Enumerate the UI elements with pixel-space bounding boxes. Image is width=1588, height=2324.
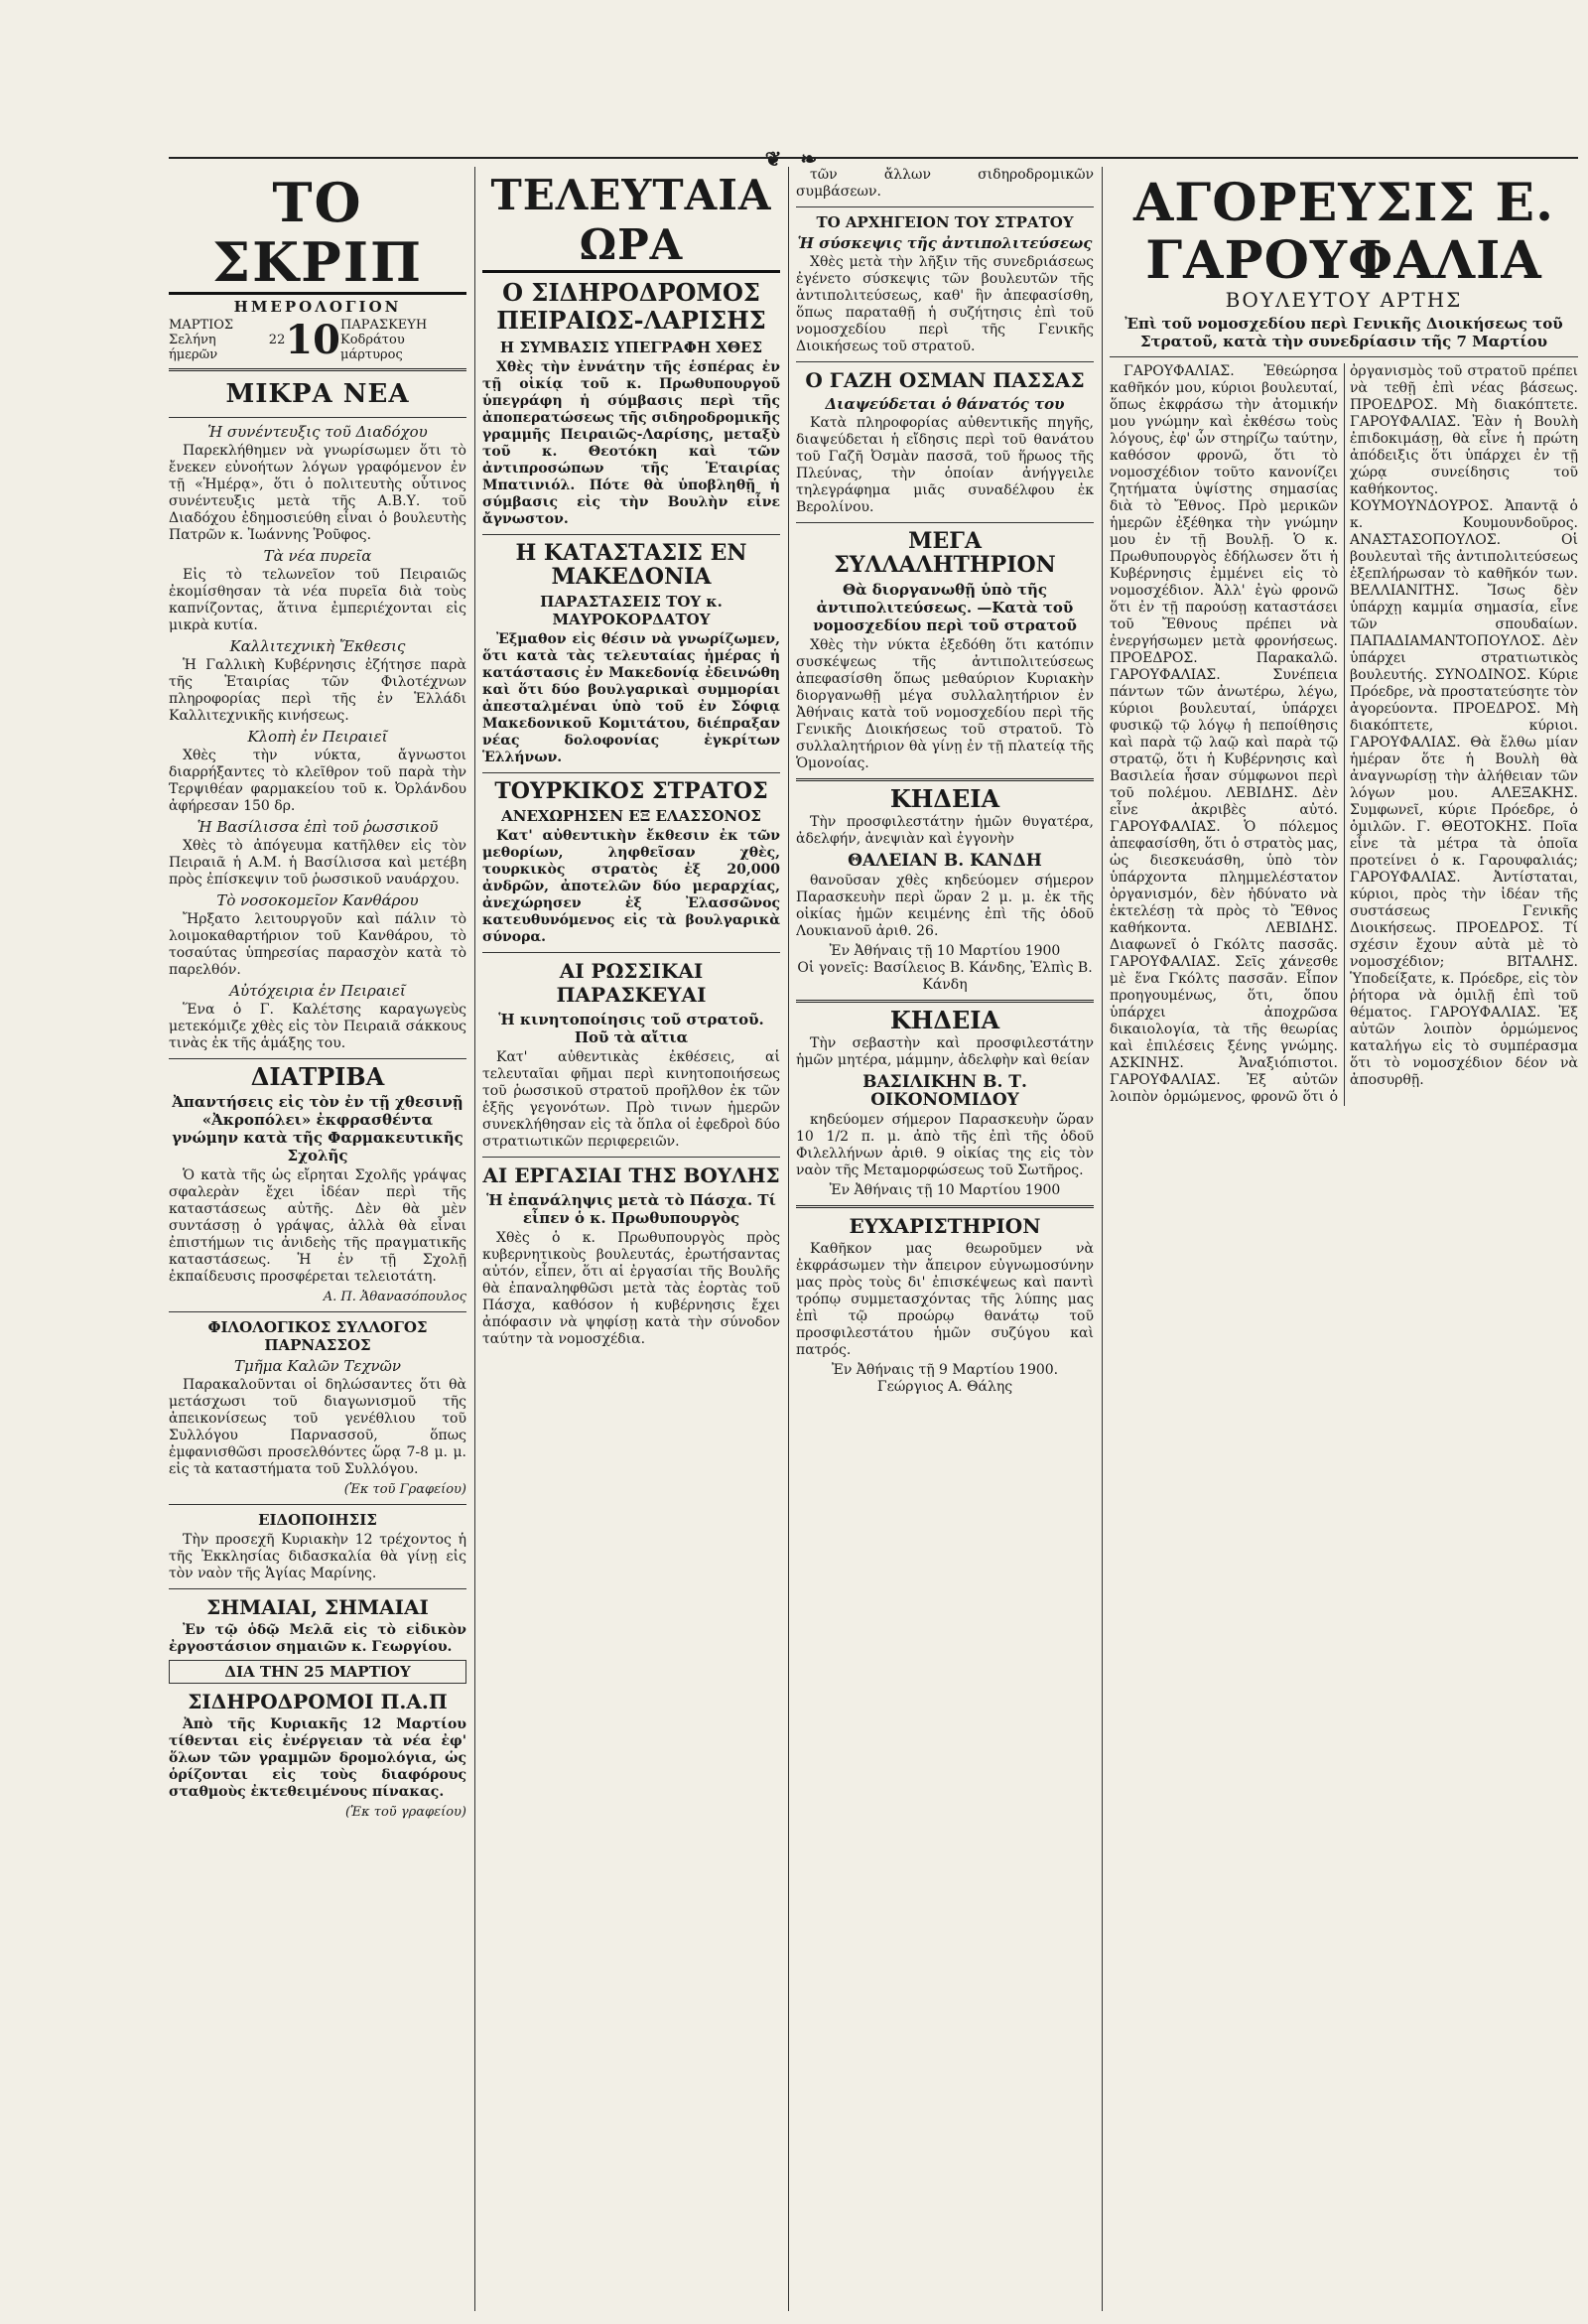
news-heading: Καλλιτεχνικὴ Ἔκθεσις xyxy=(229,637,406,655)
column-3 xyxy=(796,167,1094,2311)
rally-subtitle: Θὰ διοργανωθῇ ὑπὸ τῆς ἀντιπολιτεύσεως. —Κατὰ τοῦ νομοσχεδίου περὶ τοῦ στρατοῦ xyxy=(813,581,1077,634)
diatribi-subtitle: Ἀπαντήσεις εἰς τὸν ἐν τῇ χθεσινῇ «Ἀκροπόλει» ἐκφρασθέντα γνώμην κατὰ τῆς Φαρμακευτικῆς Σχολῆς xyxy=(172,1093,463,1164)
masthead-title: ΤΟ ΣΚΡΙΠ xyxy=(169,173,466,295)
news-text: Ἕνα ὁ Γ. Καλέτσης καραγωγεὺς μετεκόμιζε χθὲς εἰς τὸν Πειραιᾶ σάκκους τινὰς ἐκ τῆς ἁμάξης του. xyxy=(169,1002,466,1051)
eidopoiisis-title: ΕΙΔΟΠΟΙΗΣΙΣ xyxy=(258,1511,377,1529)
news-text: Χθὲς τὴν νύκτα, ἄγνωστοι διαρρήξαντες τὸ κλεῖθρον τοῦ παρὰ τὴν Τερψιθέαν φαρμακείου τοῦ κ. Ὀρλάνδου ἀφήρεσαν 150 δρ. xyxy=(169,748,466,814)
rule xyxy=(169,1588,466,1589)
railroad-subtitle: Η ΣΥΜΒΑΣΙΣ ΥΠΕΓΡΑΦΗ ΧΘΕΣ xyxy=(499,339,763,356)
vouli-subtitle: Ἡ ἐπανάληψις μετὰ τὸ Πάσχα. Τί εἶπεν ὁ κ. Πρωθυπουργὸς xyxy=(486,1191,776,1227)
column-1 xyxy=(169,167,466,2311)
news-item xyxy=(169,729,466,815)
rail-signature: (Ἐκ τοῦ γραφείου) xyxy=(344,1805,466,1820)
funeral-2-name: ΒΑΣΙΛΙΚΗΝ Β. Τ. ΟΙΚΟΝΟΜΙΔΟΥ xyxy=(862,1072,1027,1110)
philo-signature: (Ἐκ τοῦ Γραφείου) xyxy=(343,1482,466,1497)
news-item xyxy=(169,819,466,889)
news-text: Χθὲς τὸ ἀπόγευμα κατῆλθεν εἰς τὸν Πειραιᾶ ἡ Α.Μ. ἡ Βασίλισσα καὶ μετέβη πρὸς ἐπίσκεψιν τοῦ ῥωσσικοῦ ναυάρχου. xyxy=(169,838,466,888)
rule xyxy=(796,1000,1094,1003)
news-heading: Αὐτόχειρια ἐν Πειραιεῖ xyxy=(229,982,406,1000)
turkish-army-subtitle: ΑΝΕΧΩΡΗΣΕΝ ΕΞ ΕΛΑΣΣΟΝΟΣ xyxy=(501,807,761,825)
russian-prep-title: ΑΙ ΡΩΣΣΙΚΑΙ ΠΑΡΑΣΚΕΥΑΙ xyxy=(556,959,707,1007)
diatribi-signature: Α. Π. Ἀθανασόπουλος xyxy=(323,1290,466,1304)
thanks-text: Καθῆκον μας θεωροῦμεν νὰ ἐκφράσωμεν τὴν ἄπειρον εὐγνωμοσύνην μας πρὸς τοὺς δι' ἐπισκέψεως καὶ παντὶ τρόπῳ συμμετασχόντας τῆς λύπης μας ἐπὶ τῷ προώρῳ θανάτῳ τοῦ προσφιλεστάτου ἡμῶν συζύγου καὶ πατρός. xyxy=(796,1241,1094,1358)
rule xyxy=(796,361,1094,362)
news-text: Ἤρξατο λειτουργοῦν καὶ πάλιν τὸ λοιμοκαθαρτήριον τοῦ Κανθάρου, τὸ τοσαύτας ὑπηρεσίας παρασχὸν κατὰ τὸ παρελθόν. xyxy=(169,911,466,978)
news-text: Ἡ Γαλλικὴ Κυβέρνησις ἐζήτησε παρὰ τῆς Ἑταιρίας τῶν Φιλοτέχνων πληροφορίας περὶ τῆς ἐν Ἑλλάδι Καλλιτεχνικῆς κινήσεως. xyxy=(169,657,466,724)
railroad-text: Χθὲς τὴν ἐννάτην τῆς ἑσπέρας ἐν τῇ οἰκίᾳ τοῦ κ. Πρωθυπουργοῦ ὑπεγράφη ἡ σύμβασις περὶ τῆς ἀποπερατώσεως τῆς σιδηροδρομικῆς γραμμῆς Πειραιῶς-Λαρίσης, μεταξὺ τοῦ κ. Θεοτόκη καὶ τῶν ἀντιπροσώπων τῆς Ἑταιρίας Μπατινιόλ. Πότε θὰ ὑποβληθῇ ἡ σύμβασις εἰς τὴν Βουλὴν εἶνε ἄγνωστον. xyxy=(482,359,780,527)
masthead-subtitle: ΗΜΕΡΟΛΟΓΙΟΝ xyxy=(233,298,402,316)
speech-body xyxy=(1110,363,1578,1106)
date25-title: ΔΙΑ ΤΗΝ 25 ΜΑΡΤΙΟΥ xyxy=(169,1660,466,1684)
top-rule xyxy=(169,157,1578,159)
rally-title: ΜΕΓΑ ΣΥΛΛΑΛΗΤΗΡΙΟΝ xyxy=(834,528,1056,578)
thanks-signature: Γεώργιος Α. Θάλης xyxy=(876,1379,1013,1395)
news-item xyxy=(169,548,466,634)
speech-text: ΓΑΡΟΥΦΑΛΙΑΣ. Ἐθεώρησα καθῆκόν μου, κύριοι βουλευταί, ὅπως ἐκφράσω τὴν ἀτομικήν μου γνώμην καὶ ἐκθέσω τοὺς λόγους, ἐφ' ὧν στηρίζω ταύτην, καθόσον φρονῶ, ὅτι τὸ νομοσχέδιον τοῦτο κανονίζει ζητήματα ὑψίστης σημασίας διὰ τὸ Ἔθνος. Πρὸ μερικῶν ἡμερῶν ἐξέθηκα τὴν γνώμην μου ἐν τῇ Βουλῇ. Ὁ κ. Πρωθυπουργὸς ἐδήλωσεν ὅτι ἡ Κυβέρνησις ἐμμένει εἰς τὸ νομοσχέδιον. Ἀλλ' ἐγὼ φρονῶ ὅτι ἐν τῇ παρούσῃ καταστάσει τοῦ Ἔθνους πρέπει νὰ ἐνεργήσωμεν μετὰ φρονήσεως. ΠΡΟΕΔΡΟΣ. Παρακαλῶ. ΓΑΡΟΥΦΑΛΙΑΣ. Συνέπεια πάντων τῶν ἀνωτέρω, λέγω, κύριοι βουλευταί, ὑπάρχει φυσικῷ τῷ λόγῳ ἡ πεποίθησις καὶ παρὰ τῷ λαῷ καὶ παρὰ τῷ στρατῷ, ὅτι ἡ Κυβέρνησις καὶ Βασιλεία ἦσαν σύμφωνοι περὶ τοῦ πολέμου. ΛΕΒΙΔΗΣ. Δὲν εἶνε ἀκριβὲς αὐτό. ΓΑΡΟΥΦΑΛΙΑΣ. Ὁ πόλεμος ἀπεφασίσθη, ὅτι ὁ στρατὸς μας, ὡς διεσκευάσθη, ὑπὸ τὸν ὑπάρχοντα πλημμελέστατον ὀργανισμόν, δὲν ἠδύνατο νὰ ἐκτελέσῃ τὰ πρὸς τὸ Ἔθνος καθήκοντα. ΛΕΒΙΔΗΣ. Διαφωνεῖ ὁ Γκόλτς πασσᾶς. ΓΑΡΟΥΦΑΛΙΑΣ. Σεῖς χάνεσθε μὲ ἕνα Γκόλτς πασσᾶν. Εἶπον προηγουμένως, ὅτι, ὅπου ὑπάρχει ἀποχρῶσα δικαιολογία, τὰ τῆς θεωρίας καὶ ἐπιλέσεις ξένης γνώμης. ΑΣΚΙΝΗΣ. Ἀναξιόπιστοι. ΓΑΡΟΥΦΑΛΙΑΣ. Ἐξ αὐτῶν λοιπὸν ὁρμώμενος, φρονῶ ὅτι ὁ ὀργανισμὸς τοῦ στρατοῦ πρέπει νὰ τεθῇ ἐπὶ νέας βάσεως. ΠΡΟΕΔΡΟΣ. Μὴ διακόπτετε. ΓΑΡΟΥΦΑΛΙΑΣ. Ἐὰν ἡ Βουλὴ ἐπιδοκιμάσῃ, θὰ εἶνε ἡ πρώτη ἀπόδειξις ὅτι ὑπάρχει ἐν τῇ χώρᾳ συνείδησις τοῦ καθήκοντος. ΚΟΥΜΟΥΝΔΟΥΡΟΣ. Ἀπαντᾷ ὁ κ. Κουμουνδοῦρος. ΑΝΑΣΤΑΣΟΠΟΥΛΟΣ. Οἱ βουλευταὶ τῆς ἀντιπολιτεύσεως ἐξεπλήρωσαν τὸ καθῆκόν των. ΒΕΛΛΙΑΝΙΤΗΣ. Ἴσως δὲν ὑπάρχῃ καμμία σημασία, εἶνε τῶν σπουδαίων. ΠΑΠΑΔΙΑΜΑΝΤΟΠΟΥΛΟΣ. Δὲν ὑπάρχει στρατιωτικὸς βουλευτής. ΣΥΝΟΔΙΝΟΣ. Κύριε Πρόεδρε, νὰ προστατεύσητε τὸν ἀγορεύοντα. ΠΡΟΕΔΡΟΣ. Μὴ διακόπτετε, κύριοι. ΓΑΡΟΥΦΑΛΙΑΣ. Θὰ ἔλθω μίαν ἡμέραν ὅτε ἡ Βουλὴ θὰ ἀναγνωρίσῃ τὴν ἀλήθειαν τῶν λόγων μου. ΑΛΕΞΑΚΗΣ. Συμφωνεῖ, κύριε Πρόεδρε, ὁ ὁμιλῶν. Γ. ΘΕΟΤΟΚΗΣ. Ποῖα εἶνε τὰ μέτρα τὰ ὁποῖα προτείνει ὁ κ. Γαρουφαλιάς; ΓΑΡΟΥΦΑΛΙΑΣ. Ἀντίσταται, κύριοι, πρὸς τὴν ἰδέαν τῆς συστάσεως Γενικῆς Διοικήσεως. ΠΡΟΕΔΡΟΣ. Τί σχέσιν ἔχουν αὐτὰ μὲ τὸ νομοσχέδιον; ΒΙΤΑΛΗΣ. Ὑποδείξατε, κ. Πρόεδρε, εἰς τὸν ῥήτορα νὰ ὁμιλῇ ἐπὶ τοῦ θέματος. ΓΑΡΟΥΦΑΛΙΑΣ. Ἐξ αὐτῶν λοιπὸν ὁρμώμενος καταλήγω εἰς τὸ συμπέρασμα ὅτι τὸ νομοσχέδιον δέον νὰ ἀποσυρθῇ. xyxy=(1110,363,1578,1105)
speech-title: ΑΓΟΡΕΥΣΙΣ Ε. ΓΑΡΟΥΦΑΛΙΑ xyxy=(1132,173,1555,291)
macedonia-text: Ἐξμαθον εἰς θέσιν νὰ γνωρίζωμεν, ὅτι κατὰ τὰς τελευταίας ἡμέρας ἡ κατάστασις ἐν Μακεδονίᾳ ἐδεινώθη καὶ ὅτι δύο βουλγαρικαὶ συμμορίαι ἀπεσταλμέναι ὑπὸ τοῦ ἐν Σόφιᾳ Μακεδονικοῦ Κομιτάτου, διέπραξαν νέας δολοφονίας ἐγκρίτων Ἑλλήνων. xyxy=(482,631,780,765)
diatribi-title: ΔΙΑΤΡΙΒΑ xyxy=(250,1062,385,1091)
vouli-title: ΑΙ ΕΡΓΑΣΙΑΙ ΤΗΣ ΒΟΥΛΗΣ xyxy=(482,1163,780,1187)
diatribi-text: Ὁ κατὰ τῆς ὡς εἴρηται Σχολῆς γράψας σφαλερὰν ἔχει ἰδέαν περὶ τῆς καταστάσεως αὐτῆς. Δὲν θὰ μὲν συντάσσῃ ὁ γράψας, ἀλλὰ θὰ εἶναι ἐπιστήμων τις ἀνιδεὴς τῆς πραγματικῆς καταστάσεως. Ἡ ἐν τῇ Σχολῇ ἐκπαίδευσις προσφέρεται τελειοτάτη. xyxy=(169,1167,466,1285)
rule xyxy=(1110,356,1578,357)
army-hq-text: Χθὲς μετὰ τὴν λῆξιν τῆς συνεδριάσεως ἐγένετο σύσκεψις τῶν βουλευτῶν τῆς ἀντιπολιτεύσεως, καθ' ἣν ἀπεφασίσθη, ὅπως παραταθῇ ἡ συζήτησις ἐπὶ τοῦ νομοσχεδίου περὶ τῆς Γενικῆς Διοικήσεως τοῦ στρατοῦ. xyxy=(796,254,1094,354)
rule xyxy=(796,1205,1094,1208)
railroad-title: Ο ΣΙΔΗΡΟΔΡΟΜΟΣ ΠΕΙΡΑΙΩΣ-ΛΑΡΙΣΗΣ xyxy=(496,278,766,335)
eidopoiisis-text: Τὴν προσεχῆ Κυριακὴν 12 τρέχοντος ἡ τῆς Ἐκκλησίας διδασκαλία θὰ γίνῃ εἰς τὸν ναὸν τῆς Ἁγίας Μαρίνης. xyxy=(169,1532,466,1581)
army-hq-subtitle: Ἡ σύσκεψις τῆς ἀντιπολιτεύσεως xyxy=(797,234,1093,252)
rule xyxy=(482,952,780,953)
rule xyxy=(169,1504,466,1505)
rule xyxy=(482,534,780,535)
army-hq-title: ΤΟ ΑΡΧΗΓΕΙΟΝ ΤΟΥ ΣΤΡΑΤΟΥ xyxy=(816,213,1074,231)
funeral-2-text: κηδεύομεν σήμερον Παρασκευὴν ὥραν 10 1/2 π. μ. ἀπὸ τῆς ἐπὶ τῆς ὁδοῦ Φιλελλήνων ἀριθ. 9 οἰκίας της εἰς τὸν ναὸν τῆς Μεταμορφώσεως τοῦ Σωτῆρος. xyxy=(796,1112,1094,1178)
rule xyxy=(482,772,780,773)
masthead-day-number: 10 xyxy=(285,316,341,363)
funeral-1-name: ΘΑΛΕΙΑΝ Β. ΚΑΝΔΗ xyxy=(848,851,1042,871)
column-divider xyxy=(788,167,789,2311)
rail-title: ΣΙΔΗΡΟΔΡΟΜΟΙ Π.Α.Π xyxy=(188,1690,448,1713)
rule xyxy=(482,1157,780,1158)
masthead-moon: Σελήνη 22 ήμερῶν xyxy=(169,333,286,362)
rally-text: Χθὲς τὴν νύκτα ἐξεδόθη ὅτι κατόπιν συσκέψεως τῆς ἀντιπολιτεύσεως ἀπεφασίσθη ὅπως μεθαύριον Κυριακὴν διοργανωθῇ μέγα συλλαλητήριον ἐν Ἀθήναις κατὰ τοῦ νομοσχεδίου περὶ τῆς Γενικῆς Διοικήσεως τοῦ στρατοῦ. Τὸ συλλαλητήριον θὰ γίνῃ ἐν τῇ πλατείᾳ τῆς Ὁμονοίας. xyxy=(796,637,1094,771)
simaia-text: Ἐν τῷ ὁδῷ Μελᾶ εἰς τὸ εἰδικὸν ἐργοστάσιον σημαιῶν κ. Γεωργίου. xyxy=(169,1622,466,1655)
osman-title: Ο ΓΑΖΗ ΟΣΜΑΝ ΠΑΣΣΑΣ xyxy=(805,368,1085,392)
news-text: Παρεκλήθημεν νὰ γνωρίσωμεν ὅτι τὸ ἔνεκεν εὐνοήτων λόγων γραφόμενον ἐν τῇ «Ἡμέρᾳ», ὅτι ὁ πολιτευτὴς οὗτινος συνέντευξις μετὰ τῆς Α.Β.Υ. τοῦ Διαδόχου ἐδημοσιεύθη εἶναι ὁ βουλευτὴς Πατρῶν κ. Ἰωάννης Ῥοῦφος. xyxy=(169,443,466,543)
news-heading: Ἡ συνέντευξις τοῦ Διαδόχου xyxy=(207,423,428,441)
funeral-2-title: ΚΗΔΕΙΑ xyxy=(889,1006,1000,1034)
philo-title: ΦΙΛΟΛΟΓΙΚΟΣ ΣΥΛΛΟΓΟΣ ΠΑΡΝΑΣΣΟΣ xyxy=(207,1318,428,1354)
funeral-1-text: θανοῦσαν χθὲς κηδεύομεν σήμερον Παρασκευὴν περὶ ὥραν 2 μ. μ. ἐκ τῆς οἰκίας ἡμῶν κειμένης ἐπὶ τῆς ὁδοῦ Λουκιανοῦ ἀριθ. 26. xyxy=(796,873,1094,939)
section-title-teleftaia-ora: ΤΕΛΕΥΤΑΙΑ ΩΡΑ xyxy=(482,171,780,273)
carryover-text: τῶν ἄλλων σιδηροδρομικῶν συμβάσεων. xyxy=(796,167,1094,200)
rail-text: Ἀπὸ τῆς Κυριακῆς 12 Μαρτίου τίθενται εἰς ἐνέργειαν τὰ νέα ἐφ' ὅλων τῶν γραμμῶν δρομολόγια, ὡς ὁρίζονται εἰς τοὺς διαφόρους σταθμοὺς ἐκτεθειμένους πίνακας. xyxy=(169,1716,466,1800)
news-text: Εἰς τὸ τελωνεῖον τοῦ Πειραιῶς ἐκομίσθησαν τὰ νέα πυρεῖα διὰ τοὺς καπνίζοντας, ἅτινα ἐμπεριέχονται εἰς μικρὰ κυτία. xyxy=(169,567,466,633)
news-heading: Τὸ νοσοκομεῖον Κανθάρου xyxy=(216,891,419,909)
rule xyxy=(169,1058,466,1059)
news-heading: Τὰ νέα πυρεῖα xyxy=(263,547,372,565)
column-divider xyxy=(474,167,475,2311)
macedonia-subtitle: ΠΑΡΑΣΤΑΣΕΙΣ ΤΟΥ κ. ΜΑΥΡΟΚΟΡΔΑΤΟΥ xyxy=(540,593,723,628)
rule xyxy=(796,522,1094,523)
philo-text: Παρακαλοῦνται οἱ δηλώσαντες ὅτι θὰ μετάσχωσι τοῦ διαγωνισμοῦ τῆς ἀπεικονίσεως τοῦ γενέθλιου τοῦ Συλλόγου Παρνασσοῦ, ὅπως ἐμφανισθῶσι προσελθόντες ὥρᾳ 7-8 μ. μ. εἰς τὰ καταστήματα τοῦ Συλλόγου. xyxy=(169,1377,466,1477)
funeral-1-intro: Τὴν προσφιλεστάτην ἡμῶν θυγατέρα, ἀδελφήν, ἀνεψιὰν καὶ ἐγγονὴν xyxy=(796,814,1094,847)
news-item xyxy=(169,424,466,544)
vouli-text: Χθὲς ὁ κ. Πρωθυπουργὸς πρὸς κυβερνητικοὺς βουλευτάς, ἐρωτήσαντας αὐτόν, εἶπεν, ὅτι αἱ ἐργασίαι τῆς Βουλῆς θὰ ἐπαναληφθῶσι μετὰ τὰς ἑορτὰς τοῦ Πάσχα, καθόσον ἡ κυβέρνησις ἔχει ἀπόφασιν νὰ ψηφίσῃ κατὰ τὴν σύνοδον ταύτην τὰ νομοσχέδια. xyxy=(482,1230,780,1347)
masthead-month: ΜΑΡΤΙΟΣ xyxy=(169,318,234,333)
simaia-title: ΣΗΜΑΙΑΙ, ΣΗΜΑΙΑΙ xyxy=(206,1595,429,1619)
speech-lead: Ἐπὶ τοῦ νομοσχεδίου περὶ Γενικῆς Διοικήσεως τοῦ Στρατοῦ, κατὰ τὴν συνεδρίασιν τῆς 7 Μαρτίου xyxy=(1125,315,1563,350)
osman-text: Κατὰ πληροφορίας αὐθεντικῆς πηγῆς, διαψεύδεται ἡ εἴδησις περὶ τοῦ θανάτου τοῦ Γαζῆ Ὀσμὰν πασσᾶ, τοῦ ἥρωος τῆς Πλεύνας, τὴν ὁποίαν ἀνήγγειλε τηλεγράφημα μιᾶς συναδέλφου ἐκ Βερολίνου. xyxy=(796,415,1094,515)
rule xyxy=(796,206,1094,207)
philo-subtitle: Τμῆμα Καλῶν Τεχνῶν xyxy=(234,1357,401,1375)
masthead-saint: Κοδράτου μάρτυρος xyxy=(340,333,405,362)
news-item xyxy=(169,638,466,725)
russian-prep-text: Κατ' αὐθεντικὰς ἐκθέσεις, αἱ τελευταῖαι φῆμαι περὶ κινητοποιήσεως τοῦ ῥωσσικοῦ στρατοῦ προῆλθον ἐκ τῶν ἑξῆς γεγονότων. Πρὸ τινων ἡμερῶν συνεκλήθησαν εἰς τὰ ὅπλα οἱ ἐφεδροὶ δύο στρατιωτικῶν περιφερειῶν. xyxy=(482,1049,780,1150)
news-heading: Ἡ Βασίλισσα ἐπὶ τοῦ ῥωσσικοῦ xyxy=(197,818,439,836)
page-number-mark: ❦ ❧ xyxy=(764,147,824,171)
rule xyxy=(169,1311,466,1312)
thanks-title: ΕΥΧΑΡΙΣΤΗΡΙΟΝ xyxy=(849,1214,1041,1238)
funeral-1-family: Οἱ γονεῖς: Βασίλειος Β. Κάνδης, Ἐλπὶς Β. Κάνδη xyxy=(797,960,1093,993)
macedonia-title: Η ΚΑΤΑΣΤΑΣΙΣ ΕΝ ΜΑΚΕΔΟΝΙΑ xyxy=(515,540,747,590)
news-item xyxy=(169,983,466,1052)
rule xyxy=(796,778,1094,781)
funeral-2-date: Ἐν Ἀθήναις τῇ 10 Μαρτίου 1900 xyxy=(829,1182,1061,1198)
section-title-mikra-nea: ΜΙΚΡΑ ΝΕΑ xyxy=(225,379,410,409)
russian-prep-subtitle: Ἡ κινητοποίησις τοῦ στρατοῦ. Ποῦ τὰ αἴτια xyxy=(498,1011,764,1046)
funeral-1-title: ΚΗΔΕΙΑ xyxy=(889,784,1000,813)
thanks-date: Ἐν Ἀθήναις τῇ 9 Μαρτίου 1900. xyxy=(831,1362,1059,1378)
turkish-army-title: ΤΟΥΡΚΙΚΟΣ ΣΤΡΑΤΟΣ xyxy=(494,778,768,804)
osman-subtitle: Διαψεύδεται ὁ θάνατός του xyxy=(825,395,1065,413)
column-divider xyxy=(1102,167,1103,2311)
masthead-weekday: ΠΑΡΑΣΚΕΥΗ xyxy=(340,318,428,333)
news-heading: Κλοπὴ ἐν Πειραιεῖ xyxy=(247,728,388,746)
masthead-dateline xyxy=(169,318,466,362)
funeral-1-date: Ἐν Ἀθήναις τῇ 10 Μαρτίου 1900 xyxy=(829,943,1061,959)
news-item xyxy=(169,892,466,979)
column-2 xyxy=(482,167,780,2311)
speech-subtitle: ΒΟΥΛΕΥΤΟΥ ΑΡΤΗΣ xyxy=(1225,288,1463,312)
column-4 xyxy=(1110,167,1578,2311)
rule xyxy=(169,368,466,371)
turkish-army-text: Κατ' αὐθεντικὴν ἔκθεσιν ἐκ τῶν μεθορίων, ληφθεῖσαν χθὲς, τουρκικὸς στρατὸς ἐξ 20,000 ἀνδρῶν, ἀποτελῶν δύο μεραρχίας, ἀνεχώρησεν ἐξ Ἐλασσῶνος κατευθυνόμενος εἰς τὰ βουλγαρικὰ σύνορα. xyxy=(482,828,780,945)
rule xyxy=(169,417,466,418)
funeral-2-intro: Τὴν σεβαστὴν καὶ προσφιλεστάτην ἡμῶν μητέρα, μάμμην, ἀδελφὴν καὶ θείαν xyxy=(796,1035,1094,1068)
